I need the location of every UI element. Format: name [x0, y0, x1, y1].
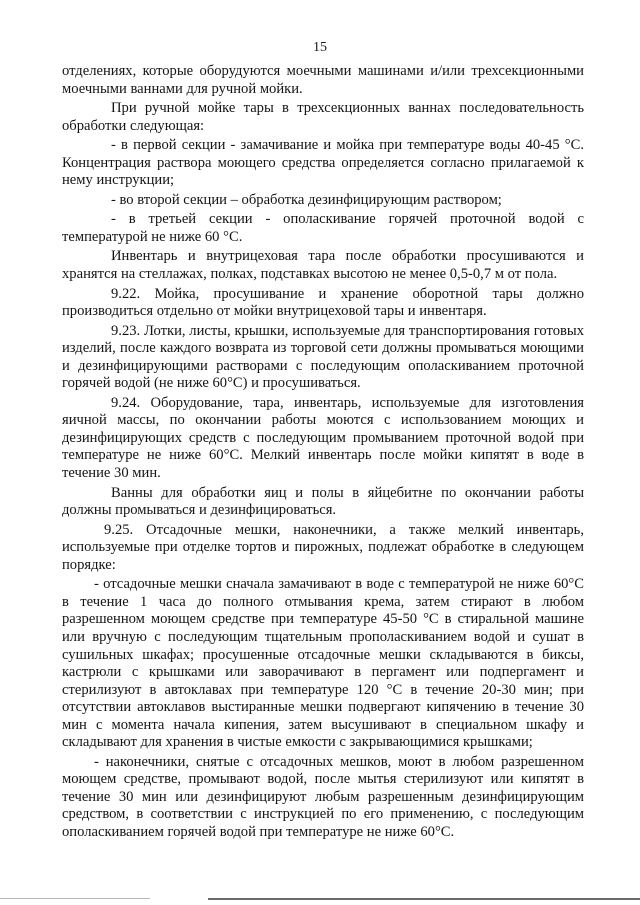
paragraph-inventory-storage: Инвентарь и внутрицеховая тара после обработки просушиваются и хранятся на стеллажах, полках, подставках высотою не менее 0,5-0,7 м от пола. [62, 248, 584, 283]
scan-edge-bottom [208, 898, 640, 900]
list-item-nozzles: - наконечники, снятые с отсадочных мешков, моют в любом разрешенном моющем средстве, промывают водой, после мытья стерилизуют или кипятят в течение 30 мин или дезинфицируют любым разрешенным дезинфицирующим средством, в соответствии с инструкцией по его применению, с последующим ополаскиванием горячей водой при температуре не ниже 60°С. [62, 753, 584, 840]
list-item-third-section: - в третьей секции - ополаскивание горячей проточной водой с температурой не ниже 60 °С. [62, 211, 584, 245]
list-item-second-section: - во второй секции – обработка дезинфицирующим раствором; [111, 191, 502, 208]
list-item-first-section: - в первой секции - замачивание и мойка при температуре воды 40-45 °С. Концентрация раствора моющего средства определяется согласно прилагаемой к нему инструкции; [62, 137, 584, 189]
paragraph-9-24: 9.24. Оборудование, тара, инвентарь, используемые для изготовления яичной массы, по окончании работы моются с использованием моющих и дезинфицирующих средств с последующим промыванием проточной водой при температуре не ниже 60°С. Мелкий инвентарь после мойки кипятят в воде в течение 30 мин. [62, 394, 584, 482]
paragraph-9-22: 9.22. Мойка, просушивание и хранение оборотной тары должно производиться отдельно от мойки внутрицеховой тары и инвентаря. [62, 285, 584, 320]
paragraph-9-25: 9.25. Отсадочные мешки, наконечники, а также мелкий инвентарь, используемые при отделке тортов и пирожных, подлежат обработке в следующем порядке: [62, 521, 584, 573]
paragraph-manual-washing: При ручной мойке тары в трехсекционных ваннах последовательность обработки следующая: [62, 100, 584, 134]
scan-edge-left [0, 898, 150, 899]
document-body [62, 63, 584, 842]
list-item-piping-bags: - отсадочные мешки сначала замачивают в воде с температурой не ниже 60°С в течение 1 часа до полного отмывания крема, затем стирают в любом разрешенном моющем средстве при температуре 45-50 °С в стиральной машине или вручную с последующим тщательным прополаскиванием водой и сушат в сушильных шкафах; просушенные отсадочные мешки складываются в биксы, кастрюли с крышками или заворачивают в пергамент или подпергамент и стерилизуют в автоклавах при температуре 120 °С в течение 20-30 мин; при отсутствии автоклавов выстиранные мешки подвергают кипячению в течение 30 мин с момента начала кипения, затем высушивают в специальном шкафу и складывают для хранения в чистые емкости с закрывающимися крышками; [62, 576, 584, 751]
paragraph-9-23: 9.23. Лотки, листы, крышки, используемые для транспортирования готовых изделий, после каждого возврата из торговой сети должны промываться моющими и дезинфицирующими растворами с последующим ополаскиванием проточной горячей водой (не ниже 60°С) и просушиваться. [62, 322, 584, 392]
page-number: 15 [313, 40, 327, 55]
paragraph-egg-baths: Ванны для обработки яиц и полы в яйцебитне по окончании работы должны промываться и дезинфицироваться. [62, 484, 584, 519]
paragraph-continuation: отделениях, которые оборудуются моечными машинами и/или трехсекционными моечными ваннами для ручной мойки. [62, 63, 584, 97]
